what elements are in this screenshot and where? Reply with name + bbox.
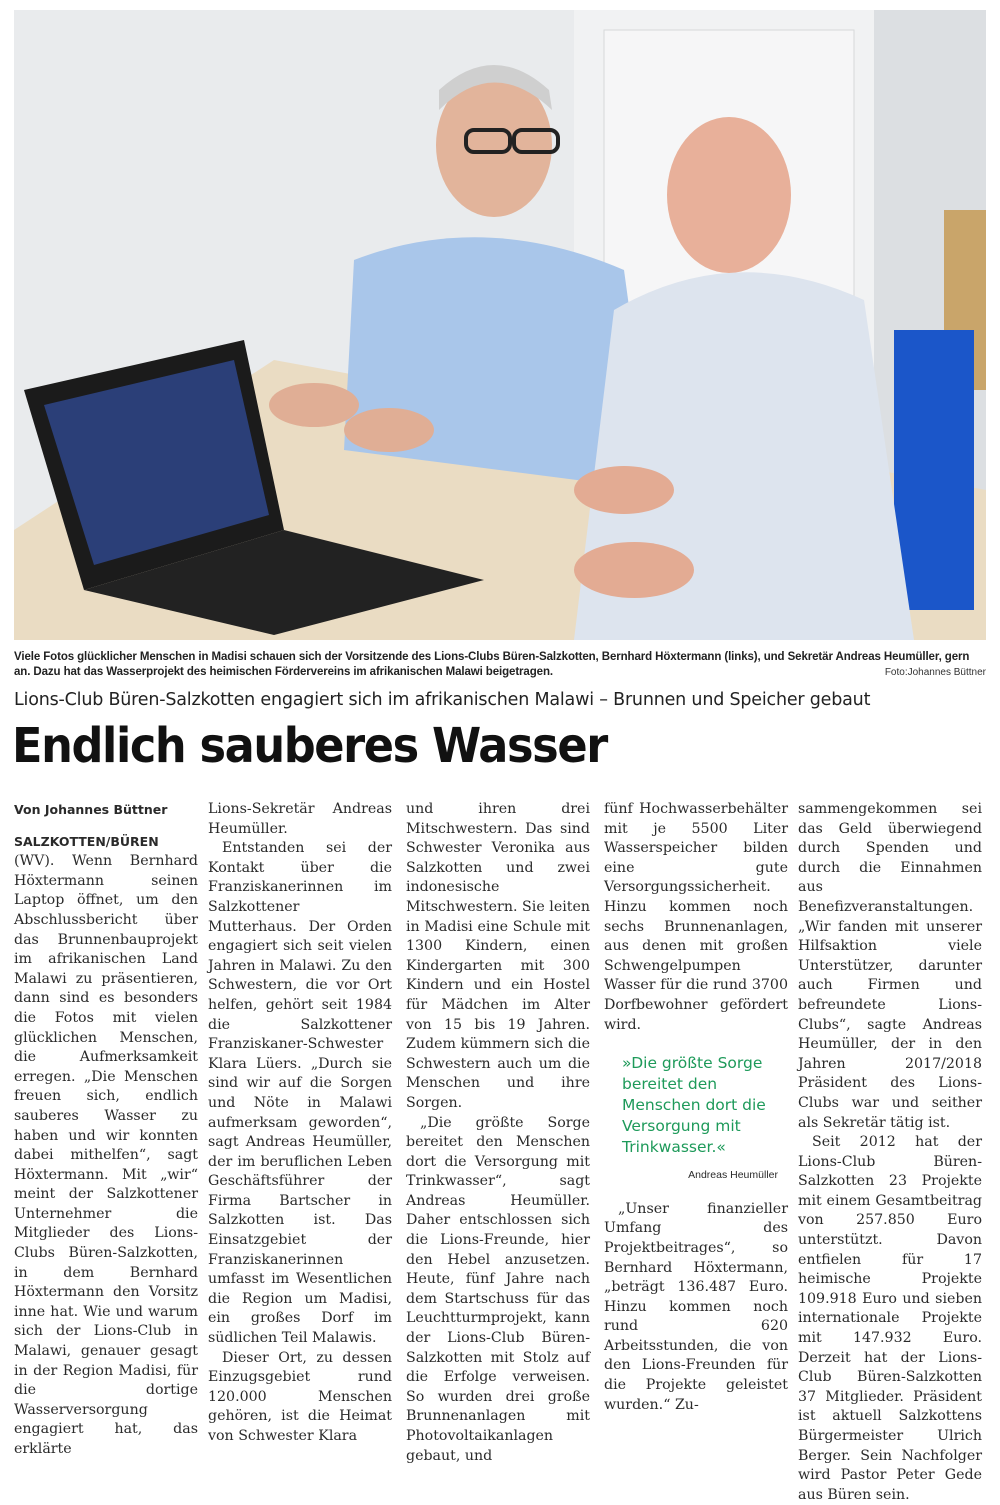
article-photo bbox=[14, 10, 986, 640]
paragraph-text: (WV). Wenn Bernhard Höxtermann seinen Laptop öffnet, um den Abschlussbericht über das Brunnenbauprojekt im afrikanischen Land Malawi zu präsentieren, dann sind es besonders die Fotos mit vielen glücklichen Menschen, die Aufmerksamkeit erregen. „Die Menschen freuen sich, endlich sauberes Wasser zu haben und wir konnten dabei mithelfen“, sagt Höxtermann. Mit „wir“ meint der Salzkottener Unternehmer die Mitglieder des Lions-Clubs Büren-Salzkotten, in dem Bernhard Höxtermann den Vorsitz inne hat. Wie und warum sich der Lions-Club in Malawi, genauer gesagt in der Region Madisi, für die dortige Wasserversorgung engagiert hat, das erklärte bbox=[14, 853, 198, 1457]
dateline: SALZKOTTEN/BÜREN bbox=[14, 833, 159, 849]
article-column-4 bbox=[604, 800, 788, 1415]
byline: Von Johannes Büttner bbox=[14, 802, 168, 817]
article-column-2 bbox=[208, 800, 392, 1447]
article-kicker: Lions-Club Büren-Salzkotten engagiert sich im afrikanischen Malawi – Brunnen und Speicher gebaut bbox=[14, 690, 871, 710]
article-column-5 bbox=[798, 800, 982, 1505]
paragraph: sammengekommen sei das Geld überwiegend durch Spenden und durch die Einnahmen aus Benefizveranstaltungen. „Wir fanden mit unserer Hilfsaktion viele Unterstützer, darunter auch Firmen und befreundete Lions-Clubs“, sagte Andreas Heumüller, der in den Jahren 2017/2018 Präsident des Lions-Clubs war und seither als Sekretär tätig ist. bbox=[798, 801, 982, 1131]
pull-quote-author: Andreas Heumüller bbox=[688, 1169, 778, 1182]
paragraph bbox=[14, 832, 198, 1460]
paragraph: Lions-Sekretär Andreas Heumüller. bbox=[208, 801, 392, 837]
article-column-3 bbox=[406, 800, 590, 1466]
paragraph: fünf Hochwasserbehälter mit je 5500 Liter Wasserspeicher bilden eine gute Versorgungssicherheit. Hinzu kommen noch sechs Brunnenanlagen, aus denen mit großen Schwengelpumpen Wasser für die rund 3700 Dorfbewohner gefördert wird. bbox=[604, 801, 788, 1033]
paragraph: „Unser finanzieller Umfang des Projektbeitrages“, so Bernhard Höxtermann, „beträgt 136.487 Euro. Hinzu kommen noch rund 620 Arbeitsstunden, die von den Lions-Freunden für die Projekte geleistet wurden.“ Zu- bbox=[604, 1200, 788, 1413]
paragraph: Dieser Ort, zu dessen Einzugsgebiet rund 120.000 Menschen gehören, ist die Heimat von Schwester Klara bbox=[208, 1349, 392, 1444]
paragraph: und ihren drei Mitschwestern. Das sind Schwester Veronika aus Salzkotten und zwei indonesische Mitschwestern. Sie leiten in Madisi eine Schule mit 1300 Kindern, einen Kindergarten mit 300 Kindern und ein Hostel für Mädchen im Alter von 15 bis 19 Jahren. Zudem kümmern sich die Schwestern auch um die Menschen und ihre Sorgen. bbox=[406, 801, 590, 1111]
photo-credit: Foto:Johannes Büttner bbox=[884, 667, 986, 678]
article-column-1 bbox=[14, 800, 198, 1460]
paragraph: „Die größte Sorge bereitet den Menschen dort die Versorgung mit Trinkwasser“, sagt Andreas Heumüller. Daher entschlossen sich die Lions-Freunde, hier den Hebel anzusetzen. Heute, fünf Jahre nach dem Startschuss für das Leuchtturmprojekt, kann der Lions-Club Büren-Salzkotten mit Stolz auf die Erfolge verweisen. So wurden drei große Brunnenanlagen mit Photovoltaikanlagen gebaut, und bbox=[406, 1114, 590, 1464]
paragraph: Entstanden sei der Kontakt über die Franziskanerinnen im Salzkottener Mutterhaus. Der Orden engagiert sich seit vielen Jahren in Malawi. Zu den Schwestern, die vor Ort helfen, gehört seit 1984 die Salzkottener Franziskaner-Schwester Klara Lüers. „Durch sie sind wir auf die Sorgen und Nöte in Malawi aufmerksam geworden“, sagt Andreas Heumüller, der im beruflichen Leben Geschäftsführer der Firma Bartscher in Salzkotten ist. Das Einsatzgebiet der Franziskanerinnen umfasst im Wesentlichen die Region um Madisi, ein großes Dorf im südlichen Teil Malawis. bbox=[208, 840, 392, 1347]
photo-caption: Viele Fotos glücklicher Menschen in Madisi schauen sich der Vorsitzende des Lions-Clubs Büren-Salzkotten, Bernhard Höxtermann (links), und Sekretär Andreas Heumüller, gern an. Dazu hat das Wasserprojekt des heimischen Fördervereins im afrikanischen Malawi beigetragen. bbox=[14, 651, 970, 678]
article-headline: Endlich sauberes Wasser bbox=[12, 718, 607, 774]
paragraph: Seit 2012 hat der Lions-Club Büren-Salzkotten 23 Projekte mit einem Gesamtbeitrag von 257.850 Euro unterstützt. Davon entfielen für 17 heimische Projekte 109.918 Euro und sieben internationale Projekte mit 147.932 Euro. Derzeit hat der Lions-Club Büren-Salzkotten 37 Mitglieder. Präsident ist aktuell Salzkottens Bürgermeister Ulrich Berger. Sein Nachfolger wird Pastor Peter Gede aus Büren sein. bbox=[798, 1134, 982, 1503]
pull-quote: »Die größte Sorge bereitet den Menschen dort die Versorgung mit Trinkwasser.« bbox=[622, 1054, 766, 1157]
